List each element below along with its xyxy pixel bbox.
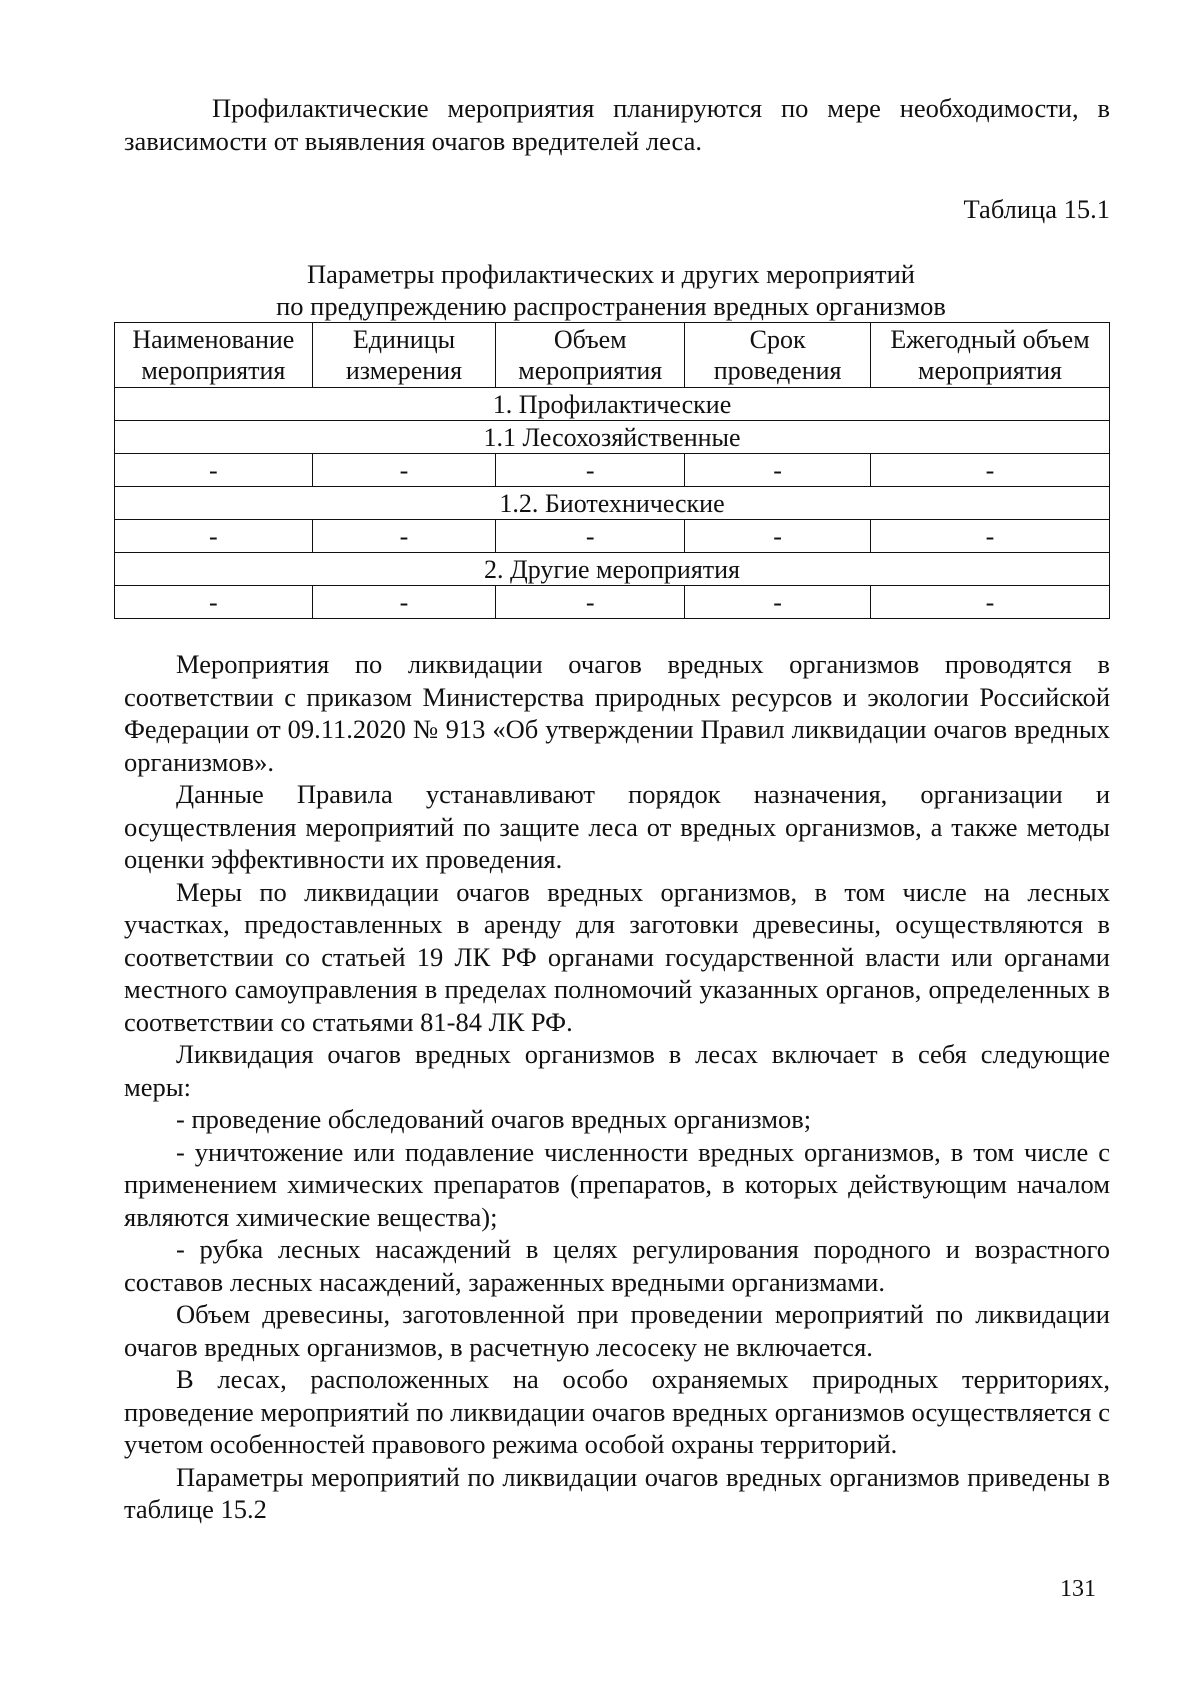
section-row: [115, 553, 1110, 586]
header-cell-volume: Объем мероприятия: [496, 323, 685, 388]
header-cell-units: Единицы измерения: [312, 323, 496, 388]
table-cell: -: [496, 520, 685, 553]
body-paragraph: Мероприятия по ликвидации очагов вредных организмов проводятся в соответствии с приказом Министерства природных ресурсов и экологии Российской Федерации от 09.11.2020 № 913 «Об утверждении Правил ликвидации очагов вредных организмов».: [124, 649, 1110, 777]
section-row: [115, 388, 1110, 421]
table-cell: -: [115, 454, 313, 487]
table-row: [115, 586, 1110, 619]
table-cell: -: [312, 454, 496, 487]
body-paragraph: Объем древесины, заготовленной при проведении мероприятий по ликвидации очагов вредных организмов, в расчетную лесосеку не включается.: [124, 1299, 1110, 1362]
body-paragraph: Меры по ликвидации очагов вредных организмов, в том числе на лесных участках, предоставленных в аренду для заготовки древесины, осуществляются в соответствии со статьей 19 ЛК РФ органами государственной власти или органами местного самоуправления в пределах полномочий указанных органов, определенных в соответствии со статьями 81-84 ЛК РФ.: [124, 876, 1110, 1037]
intro-paragraph: Профилактические мероприятия планируются по мере необходимости, в зависимости от выявления очагов вредителей леса.: [124, 93, 1110, 156]
section-cell-prophylactic: 1. Профилактические: [115, 388, 1110, 421]
intro-paragraph-block: [124, 92, 1110, 157]
table-title-line-1: Параметры профилактических и других мероприятий: [307, 259, 915, 289]
table-cell: -: [115, 586, 313, 619]
section-cell-other: 2. Другие мероприятия: [115, 553, 1110, 586]
table-cell: -: [870, 520, 1109, 553]
params-table: [114, 322, 1110, 619]
table-row: [115, 520, 1110, 553]
table-row: [115, 454, 1110, 487]
body-paragraph: Ликвидация очагов вредных организмов в лесах включает в себя следующие меры:: [124, 1039, 1110, 1102]
section-row: [115, 487, 1110, 520]
header-cell-annual-volume: Ежегодный объем мероприятия: [870, 323, 1109, 388]
table-cell: -: [685, 454, 871, 487]
table-cell: -: [496, 454, 685, 487]
table-caption: Таблица 15.1: [963, 194, 1110, 224]
table-title: [114, 258, 1108, 322]
body-paragraph: Данные Правила устанавливают порядок назначения, организации и осуществления мероприятий по защите леса от вредных организмов, а также методы оценки эффективности их проведения.: [124, 779, 1110, 874]
table-cell: -: [870, 454, 1109, 487]
table-cell: -: [685, 520, 871, 553]
table-cell: -: [685, 586, 871, 619]
table-cell: -: [312, 586, 496, 619]
body-text-block: [124, 648, 1110, 1526]
list-item: - уничтожение или подавление численности вредных организмов, в том числе с применением химических препаратов (препаратов, в которых действующим началом являются химические вещества);: [124, 1136, 1110, 1232]
section-cell-biotechnical: 1.2. Биотехнические: [115, 487, 1110, 520]
list-item: - рубка лесных насаждений в целях регулирования породного и возрастного составов лесных насаждений, зараженных вредными организмами.: [124, 1234, 1110, 1297]
table-cell: -: [115, 520, 313, 553]
body-paragraph: В лесах, расположенных на особо охраняемых природных территориях, проведение мероприятий по ликвидации очагов вредных организмов осуществляется с учетом особенностей правового режима особой охраны территорий.: [124, 1364, 1110, 1459]
page-number: 131: [1060, 1576, 1096, 1602]
header-cell-name: Наименование мероприятия: [115, 323, 313, 388]
table-cell: -: [496, 586, 685, 619]
table-header-row: [115, 323, 1110, 388]
body-paragraph: Параметры мероприятий по ликвидации очагов вредных организмов приведены в таблице 15.2: [124, 1461, 1110, 1524]
table-title-line-2: по предупреждению распространения вредных организмов: [276, 291, 946, 321]
section-cell-forestry: 1.1 Лесохозяйственные: [115, 421, 1110, 454]
table-cell: -: [312, 520, 496, 553]
header-cell-term: Срок проведения: [685, 323, 871, 388]
list-item: - проведение обследований очагов вредных организмов;: [176, 1104, 812, 1134]
section-row: [115, 421, 1110, 454]
table-cell: -: [870, 586, 1109, 619]
